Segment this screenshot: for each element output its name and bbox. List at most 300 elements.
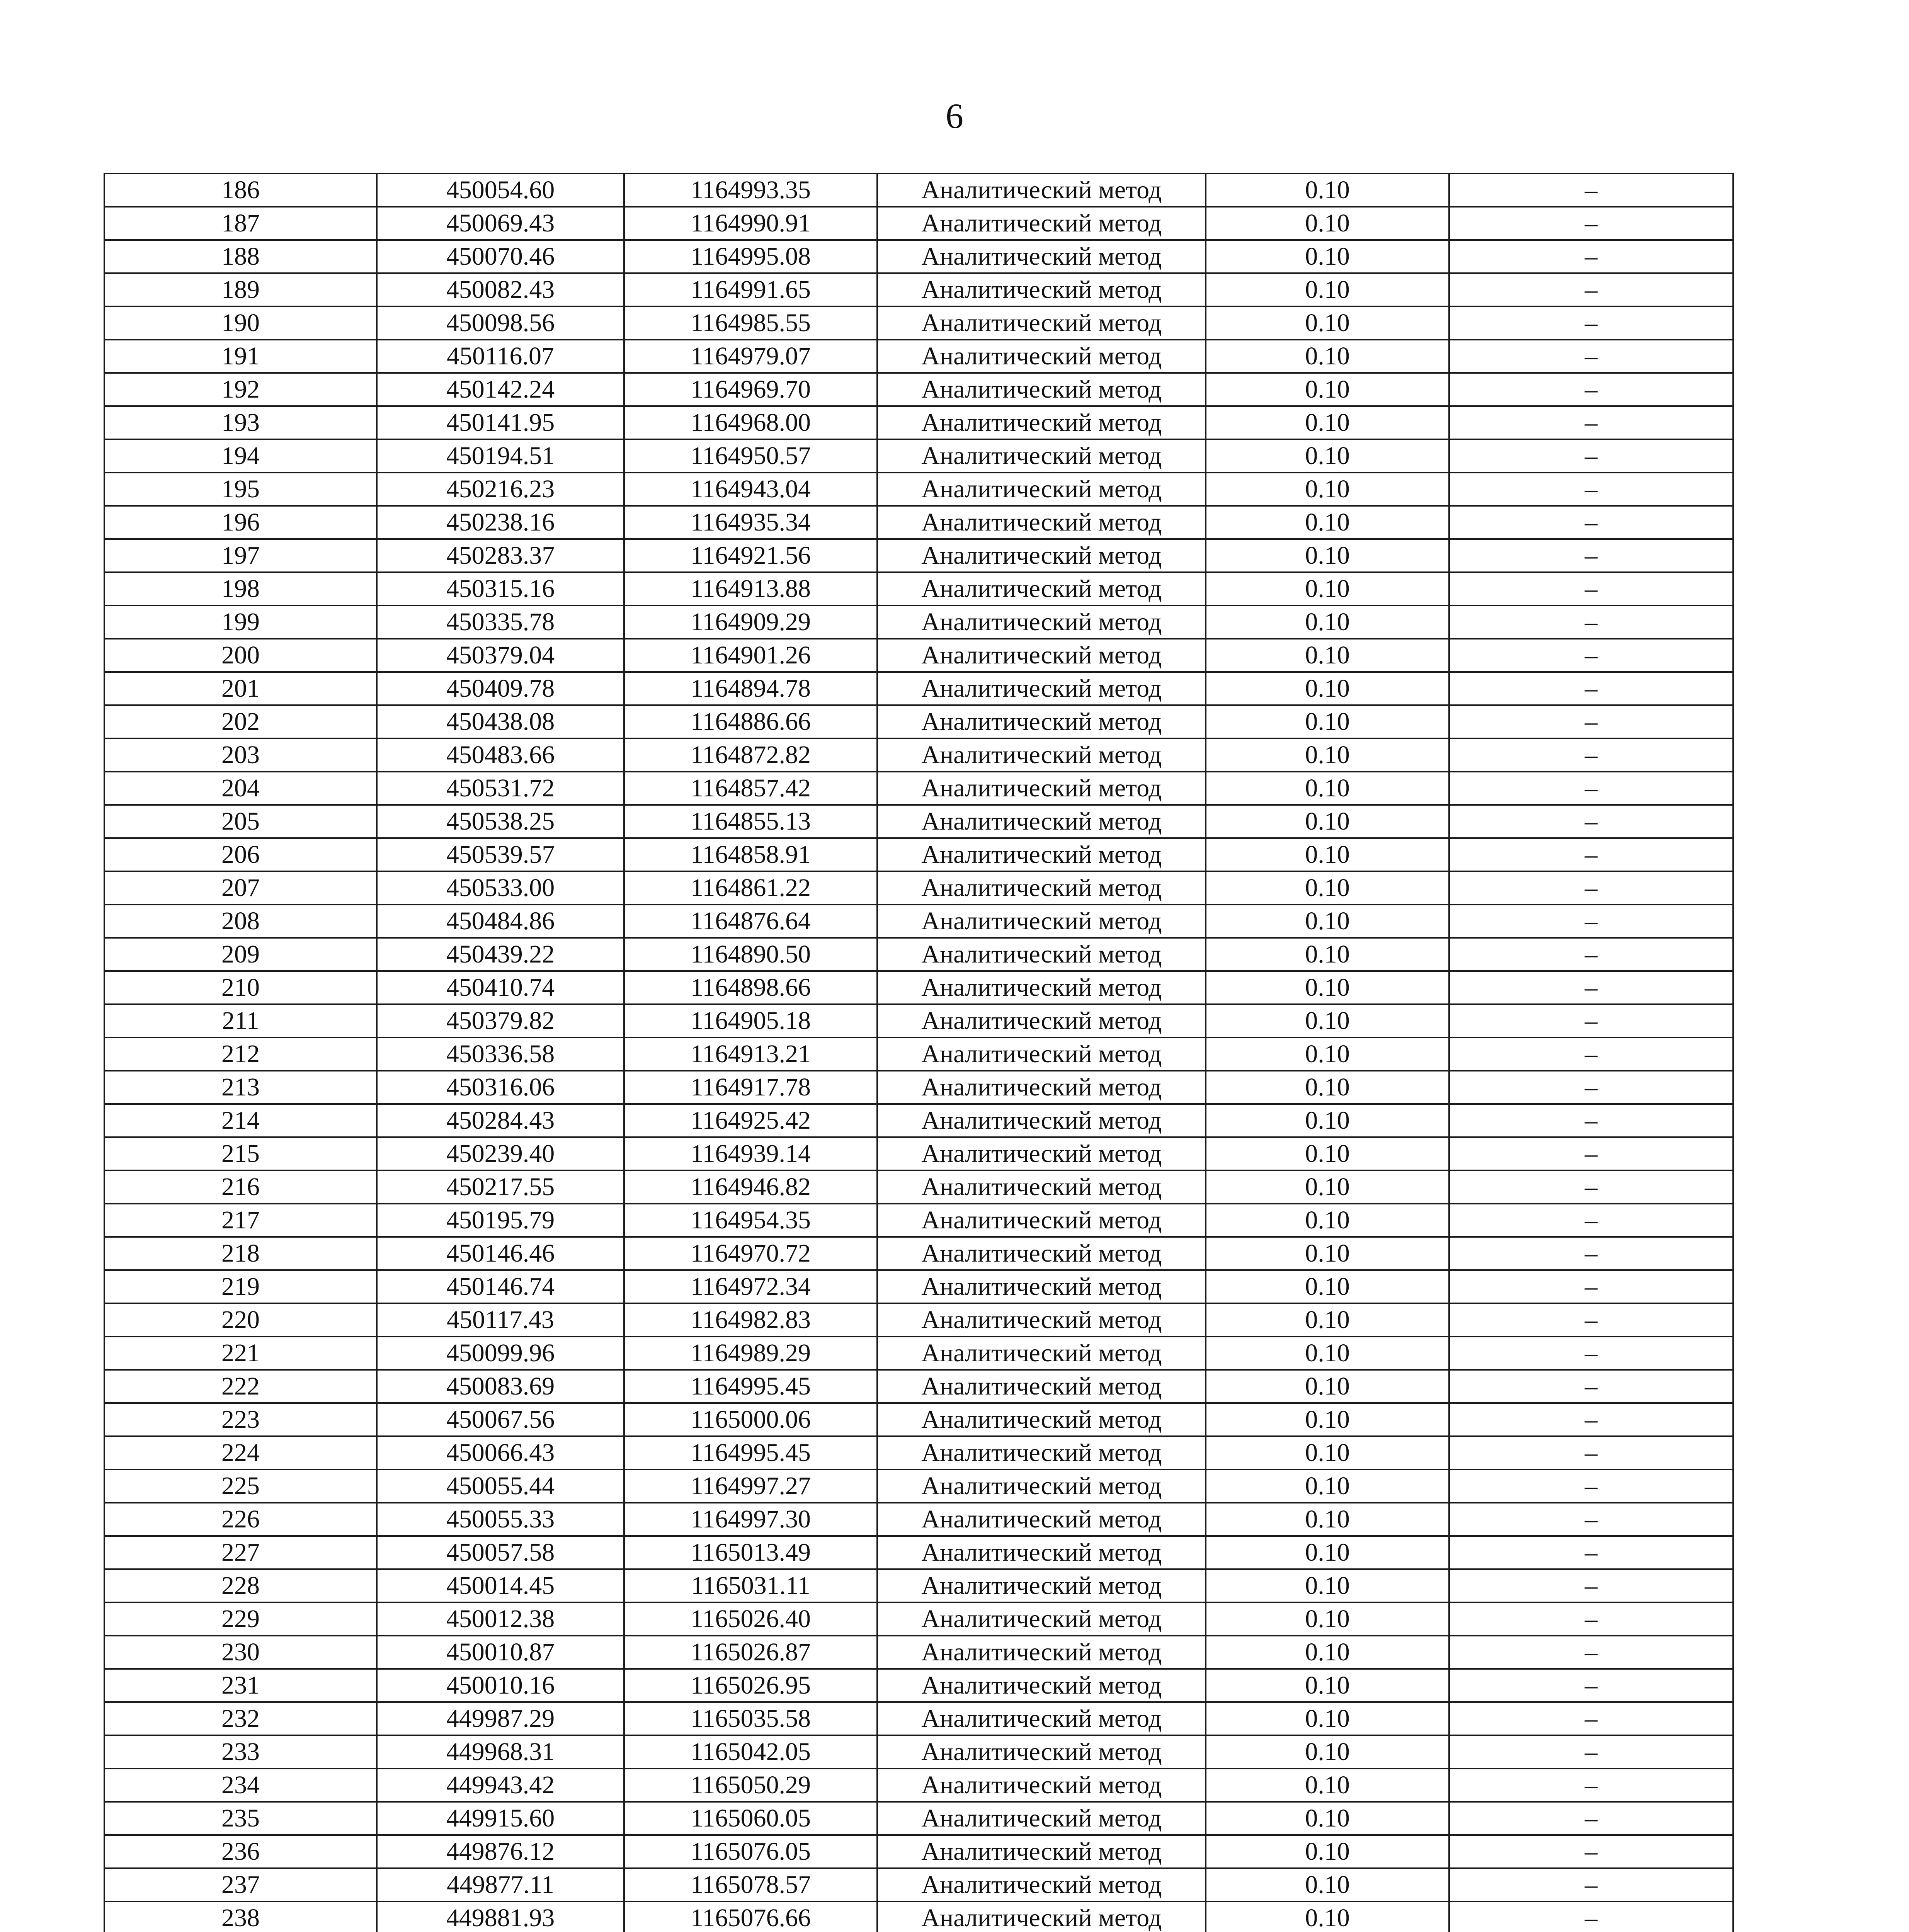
method-cell: Аналитический метод <box>877 1270 1206 1303</box>
method-cell: Аналитический метод <box>877 207 1206 240</box>
point-number-cell: 215 <box>104 1137 377 1170</box>
x-coordinate-cell: 450538.25 <box>377 805 624 838</box>
method-cell: Аналитический метод <box>877 1702 1206 1735</box>
y-coordinate-cell: 1164921.56 <box>624 539 877 572</box>
table-row <box>104 639 1733 672</box>
table-row <box>104 705 1733 738</box>
accuracy-cell: 0.10 <box>1206 639 1449 672</box>
x-coordinate-cell: 450484.86 <box>377 905 624 938</box>
accuracy-cell: 0.10 <box>1206 373 1449 406</box>
note-cell: – <box>1449 905 1733 938</box>
table-row <box>104 1469 1733 1503</box>
point-number-cell: 227 <box>104 1536 377 1569</box>
method-cell: Аналитический метод <box>877 1469 1206 1503</box>
table-row <box>104 1104 1733 1137</box>
x-coordinate-cell: 450066.43 <box>377 1436 624 1469</box>
method-cell: Аналитический метод <box>877 1303 1206 1337</box>
method-cell: Аналитический метод <box>877 1569 1206 1602</box>
accuracy-cell: 0.10 <box>1206 1602 1449 1636</box>
table-row <box>104 838 1733 871</box>
method-cell: Аналитический метод <box>877 1536 1206 1569</box>
y-coordinate-cell: 1164905.18 <box>624 1004 877 1037</box>
point-number-cell: 196 <box>104 506 377 539</box>
accuracy-cell: 0.10 <box>1206 938 1449 971</box>
y-coordinate-cell: 1164917.78 <box>624 1071 877 1104</box>
table-row <box>104 1669 1733 1702</box>
point-number-cell: 204 <box>104 772 377 805</box>
table-row <box>104 1702 1733 1735</box>
point-number-cell: 194 <box>104 439 377 473</box>
method-cell: Аналитический метод <box>877 905 1206 938</box>
accuracy-cell: 0.10 <box>1206 240 1449 273</box>
x-coordinate-cell: 450335.78 <box>377 605 624 639</box>
y-coordinate-cell: 1164995.45 <box>624 1370 877 1403</box>
point-number-cell: 207 <box>104 871 377 905</box>
x-coordinate-cell: 450055.33 <box>377 1503 624 1536</box>
x-coordinate-cell: 450239.40 <box>377 1137 624 1170</box>
y-coordinate-cell: 1164991.65 <box>624 273 877 306</box>
method-cell: Аналитический метод <box>877 473 1206 506</box>
coordinates-table-body <box>104 173 1733 1932</box>
point-number-cell: 201 <box>104 672 377 705</box>
note-cell: – <box>1449 373 1733 406</box>
note-cell: – <box>1449 938 1733 971</box>
accuracy-cell: 0.10 <box>1206 273 1449 306</box>
point-number-cell: 226 <box>104 1503 377 1536</box>
x-coordinate-cell: 450117.43 <box>377 1303 624 1337</box>
x-coordinate-cell: 450284.43 <box>377 1104 624 1137</box>
accuracy-cell: 0.10 <box>1206 539 1449 572</box>
x-coordinate-cell: 450379.04 <box>377 639 624 672</box>
method-cell: Аналитический метод <box>877 805 1206 838</box>
x-coordinate-cell: 450533.00 <box>377 871 624 905</box>
y-coordinate-cell: 1165076.66 <box>624 1901 877 1932</box>
note-cell: – <box>1449 240 1733 273</box>
table-row <box>104 1037 1733 1071</box>
accuracy-cell: 0.10 <box>1206 1469 1449 1503</box>
method-cell: Аналитический метод <box>877 1503 1206 1536</box>
table-row <box>104 173 1733 207</box>
point-number-cell: 235 <box>104 1802 377 1835</box>
table-row <box>104 306 1733 340</box>
method-cell: Аналитический метод <box>877 871 1206 905</box>
table-row <box>104 971 1733 1004</box>
x-coordinate-cell: 450010.16 <box>377 1669 624 1702</box>
y-coordinate-cell: 1164995.45 <box>624 1436 877 1469</box>
note-cell: – <box>1449 473 1733 506</box>
table-row <box>104 273 1733 306</box>
note-cell: – <box>1449 1769 1733 1802</box>
point-number-cell: 192 <box>104 373 377 406</box>
accuracy-cell: 0.10 <box>1206 772 1449 805</box>
point-number-cell: 229 <box>104 1602 377 1636</box>
note-cell: – <box>1449 705 1733 738</box>
table-row <box>104 473 1733 506</box>
method-cell: Аналитический метод <box>877 971 1206 1004</box>
point-number-cell: 206 <box>104 838 377 871</box>
method-cell: Аналитический метод <box>877 705 1206 738</box>
point-number-cell: 221 <box>104 1337 377 1370</box>
point-number-cell: 186 <box>104 173 377 207</box>
y-coordinate-cell: 1164872.82 <box>624 738 877 772</box>
table-row <box>104 1237 1733 1270</box>
method-cell: Аналитический метод <box>877 1802 1206 1835</box>
note-cell: – <box>1449 207 1733 240</box>
x-coordinate-cell: 450315.16 <box>377 572 624 605</box>
point-number-cell: 220 <box>104 1303 377 1337</box>
table-row <box>104 1503 1733 1536</box>
method-cell: Аналитический метод <box>877 1204 1206 1237</box>
accuracy-cell: 0.10 <box>1206 406 1449 439</box>
page-number: 6 <box>946 96 963 136</box>
accuracy-cell: 0.10 <box>1206 1835 1449 1868</box>
note-cell: – <box>1449 738 1733 772</box>
accuracy-cell: 0.10 <box>1206 1370 1449 1403</box>
point-number-cell: 213 <box>104 1071 377 1104</box>
method-cell: Аналитический метод <box>877 173 1206 207</box>
accuracy-cell: 0.10 <box>1206 1868 1449 1901</box>
method-cell: Аналитический метод <box>877 1037 1206 1071</box>
table-row <box>104 1868 1733 1901</box>
point-number-cell: 210 <box>104 971 377 1004</box>
table-row <box>104 805 1733 838</box>
accuracy-cell: 0.10 <box>1206 1802 1449 1835</box>
x-coordinate-cell: 450098.56 <box>377 306 624 340</box>
method-cell: Аналитический метод <box>877 240 1206 273</box>
note-cell: – <box>1449 173 1733 207</box>
method-cell: Аналитический метод <box>877 1835 1206 1868</box>
point-number-cell: 233 <box>104 1735 377 1769</box>
y-coordinate-cell: 1164997.27 <box>624 1469 877 1503</box>
note-cell: – <box>1449 1636 1733 1669</box>
y-coordinate-cell: 1165050.29 <box>624 1769 877 1802</box>
point-number-cell: 209 <box>104 938 377 971</box>
y-coordinate-cell: 1164858.91 <box>624 838 877 871</box>
accuracy-cell: 0.10 <box>1206 1436 1449 1469</box>
y-coordinate-cell: 1164935.34 <box>624 506 877 539</box>
table-row <box>104 1170 1733 1204</box>
point-number-cell: 234 <box>104 1769 377 1802</box>
y-coordinate-cell: 1164970.72 <box>624 1237 877 1270</box>
method-cell: Аналитический метод <box>877 273 1206 306</box>
accuracy-cell: 0.10 <box>1206 1104 1449 1137</box>
x-coordinate-cell: 450379.82 <box>377 1004 624 1037</box>
note-cell: – <box>1449 605 1733 639</box>
table-row <box>104 1802 1733 1835</box>
method-cell: Аналитический метод <box>877 1104 1206 1137</box>
note-cell: – <box>1449 639 1733 672</box>
x-coordinate-cell: 450069.43 <box>377 207 624 240</box>
note-cell: – <box>1449 1735 1733 1769</box>
x-coordinate-cell: 450217.55 <box>377 1170 624 1204</box>
x-coordinate-cell: 450146.74 <box>377 1270 624 1303</box>
method-cell: Аналитический метод <box>877 1602 1206 1636</box>
table-row <box>104 672 1733 705</box>
table-row <box>104 1303 1733 1337</box>
accuracy-cell: 0.10 <box>1206 738 1449 772</box>
y-coordinate-cell: 1164901.26 <box>624 639 877 672</box>
table-row <box>104 207 1733 240</box>
y-coordinate-cell: 1165078.57 <box>624 1868 877 1901</box>
y-coordinate-cell: 1164982.83 <box>624 1303 877 1337</box>
note-cell: – <box>1449 1170 1733 1204</box>
table-row <box>104 439 1733 473</box>
accuracy-cell: 0.10 <box>1206 1071 1449 1104</box>
y-coordinate-cell: 1164968.00 <box>624 406 877 439</box>
table-row <box>104 572 1733 605</box>
method-cell: Аналитический метод <box>877 1237 1206 1270</box>
point-number-cell: 198 <box>104 572 377 605</box>
y-coordinate-cell: 1165000.06 <box>624 1403 877 1436</box>
x-coordinate-cell: 450012.38 <box>377 1602 624 1636</box>
method-cell: Аналитический метод <box>877 306 1206 340</box>
accuracy-cell: 0.10 <box>1206 605 1449 639</box>
point-number-cell: 203 <box>104 738 377 772</box>
accuracy-cell: 0.10 <box>1206 1735 1449 1769</box>
accuracy-cell: 0.10 <box>1206 439 1449 473</box>
x-coordinate-cell: 450146.46 <box>377 1237 624 1270</box>
point-number-cell: 199 <box>104 605 377 639</box>
x-coordinate-cell: 449987.29 <box>377 1702 624 1735</box>
note-cell: – <box>1449 1270 1733 1303</box>
note-cell: – <box>1449 506 1733 539</box>
x-coordinate-cell: 450057.58 <box>377 1536 624 1569</box>
y-coordinate-cell: 1164950.57 <box>624 439 877 473</box>
accuracy-cell: 0.10 <box>1206 1901 1449 1932</box>
point-number-cell: 211 <box>104 1004 377 1037</box>
note-cell: – <box>1449 1602 1733 1636</box>
accuracy-cell: 0.10 <box>1206 1536 1449 1569</box>
y-coordinate-cell: 1164972.34 <box>624 1270 877 1303</box>
method-cell: Аналитический метод <box>877 1669 1206 1702</box>
note-cell: – <box>1449 340 1733 373</box>
method-cell: Аналитический метод <box>877 506 1206 539</box>
point-number-cell: 230 <box>104 1636 377 1669</box>
method-cell: Аналитический метод <box>877 605 1206 639</box>
method-cell: Аналитический метод <box>877 1901 1206 1932</box>
note-cell: – <box>1449 838 1733 871</box>
x-coordinate-cell: 450409.78 <box>377 672 624 705</box>
note-cell: – <box>1449 1037 1733 1071</box>
accuracy-cell: 0.10 <box>1206 672 1449 705</box>
y-coordinate-cell: 1164943.04 <box>624 473 877 506</box>
method-cell: Аналитический метод <box>877 1735 1206 1769</box>
accuracy-cell: 0.10 <box>1206 306 1449 340</box>
x-coordinate-cell: 450014.45 <box>377 1569 624 1602</box>
table-row <box>104 240 1733 273</box>
y-coordinate-cell: 1164969.70 <box>624 373 877 406</box>
note-cell: – <box>1449 1868 1733 1901</box>
y-coordinate-cell: 1164939.14 <box>624 1137 877 1170</box>
table-row <box>104 1602 1733 1636</box>
x-coordinate-cell: 450195.79 <box>377 1204 624 1237</box>
note-cell: – <box>1449 572 1733 605</box>
point-number-cell: 191 <box>104 340 377 373</box>
note-cell: – <box>1449 1303 1733 1337</box>
table-row <box>104 871 1733 905</box>
x-coordinate-cell: 450531.72 <box>377 772 624 805</box>
note-cell: – <box>1449 971 1733 1004</box>
note-cell: – <box>1449 871 1733 905</box>
y-coordinate-cell: 1164946.82 <box>624 1170 877 1204</box>
point-number-cell: 205 <box>104 805 377 838</box>
x-coordinate-cell: 450439.22 <box>377 938 624 971</box>
method-cell: Аналитический метод <box>877 1337 1206 1370</box>
y-coordinate-cell: 1164993.35 <box>624 173 877 207</box>
note-cell: – <box>1449 1702 1733 1735</box>
note-cell: – <box>1449 805 1733 838</box>
point-number-cell: 214 <box>104 1104 377 1137</box>
point-number-cell: 189 <box>104 273 377 306</box>
table-row <box>104 1071 1733 1104</box>
y-coordinate-cell: 1164979.07 <box>624 340 877 373</box>
table-row <box>104 1004 1733 1037</box>
method-cell: Аналитический метод <box>877 1868 1206 1901</box>
point-number-cell: 216 <box>104 1170 377 1204</box>
y-coordinate-cell: 1164857.42 <box>624 772 877 805</box>
point-number-cell: 217 <box>104 1204 377 1237</box>
accuracy-cell: 0.10 <box>1206 705 1449 738</box>
y-coordinate-cell: 1165060.05 <box>624 1802 877 1835</box>
accuracy-cell: 0.10 <box>1206 1303 1449 1337</box>
table-row <box>104 905 1733 938</box>
table-row <box>104 938 1733 971</box>
y-coordinate-cell: 1164909.29 <box>624 605 877 639</box>
y-coordinate-cell: 1165031.11 <box>624 1569 877 1602</box>
x-coordinate-cell: 450194.51 <box>377 439 624 473</box>
note-cell: – <box>1449 1137 1733 1170</box>
note-cell: – <box>1449 1669 1733 1702</box>
y-coordinate-cell: 1164886.66 <box>624 705 877 738</box>
y-coordinate-cell: 1165076.05 <box>624 1835 877 1868</box>
x-coordinate-cell: 450438.08 <box>377 705 624 738</box>
method-cell: Аналитический метод <box>877 406 1206 439</box>
table-row <box>104 1636 1733 1669</box>
accuracy-cell: 0.10 <box>1206 506 1449 539</box>
note-cell: – <box>1449 1436 1733 1469</box>
table-row <box>104 406 1733 439</box>
method-cell: Аналитический метод <box>877 1769 1206 1802</box>
accuracy-cell: 0.10 <box>1206 340 1449 373</box>
x-coordinate-cell: 450483.66 <box>377 738 624 772</box>
table-row <box>104 1270 1733 1303</box>
point-number-cell: 238 <box>104 1901 377 1932</box>
accuracy-cell: 0.10 <box>1206 1137 1449 1170</box>
x-coordinate-cell: 449968.31 <box>377 1735 624 1769</box>
x-coordinate-cell: 449876.12 <box>377 1835 624 1868</box>
x-coordinate-cell: 450539.57 <box>377 838 624 871</box>
note-cell: – <box>1449 772 1733 805</box>
accuracy-cell: 0.10 <box>1206 905 1449 938</box>
x-coordinate-cell: 450141.95 <box>377 406 624 439</box>
x-coordinate-cell: 450083.69 <box>377 1370 624 1403</box>
accuracy-cell: 0.10 <box>1206 1569 1449 1602</box>
note-cell: – <box>1449 1835 1733 1868</box>
accuracy-cell: 0.10 <box>1206 173 1449 207</box>
accuracy-cell: 0.10 <box>1206 838 1449 871</box>
note-cell: – <box>1449 406 1733 439</box>
method-cell: Аналитический метод <box>877 1170 1206 1204</box>
y-coordinate-cell: 1165013.49 <box>624 1536 877 1569</box>
point-number-cell: 218 <box>104 1237 377 1270</box>
method-cell: Аналитический метод <box>877 539 1206 572</box>
table-row <box>104 1204 1733 1237</box>
y-coordinate-cell: 1165042.05 <box>624 1735 877 1769</box>
x-coordinate-cell: 449943.42 <box>377 1769 624 1802</box>
table-row <box>104 605 1733 639</box>
table-row <box>104 1569 1733 1602</box>
note-cell: – <box>1449 1569 1733 1602</box>
table-row <box>104 1835 1733 1868</box>
note-cell: – <box>1449 273 1733 306</box>
method-cell: Аналитический метод <box>877 1403 1206 1436</box>
method-cell: Аналитический метод <box>877 672 1206 705</box>
x-coordinate-cell: 450283.37 <box>377 539 624 572</box>
y-coordinate-cell: 1164855.13 <box>624 805 877 838</box>
y-coordinate-cell: 1164985.55 <box>624 306 877 340</box>
note-cell: – <box>1449 539 1733 572</box>
accuracy-cell: 0.10 <box>1206 1237 1449 1270</box>
method-cell: Аналитический метод <box>877 439 1206 473</box>
point-number-cell: 237 <box>104 1868 377 1901</box>
table-row <box>104 539 1733 572</box>
point-number-cell: 195 <box>104 473 377 506</box>
accuracy-cell: 0.10 <box>1206 1337 1449 1370</box>
y-coordinate-cell: 1164913.88 <box>624 572 877 605</box>
y-coordinate-cell: 1165026.87 <box>624 1636 877 1669</box>
y-coordinate-cell: 1164913.21 <box>624 1037 877 1071</box>
point-number-cell: 232 <box>104 1702 377 1735</box>
note-cell: – <box>1449 1802 1733 1835</box>
accuracy-cell: 0.10 <box>1206 1769 1449 1802</box>
point-number-cell: 188 <box>104 240 377 273</box>
accuracy-cell: 0.10 <box>1206 1503 1449 1536</box>
x-coordinate-cell: 450010.87 <box>377 1636 624 1669</box>
accuracy-cell: 0.10 <box>1206 971 1449 1004</box>
note-cell: – <box>1449 1237 1733 1270</box>
accuracy-cell: 0.10 <box>1206 1204 1449 1237</box>
point-number-cell: 222 <box>104 1370 377 1403</box>
method-cell: Аналитический метод <box>877 639 1206 672</box>
accuracy-cell: 0.10 <box>1206 1702 1449 1735</box>
table-row <box>104 1403 1733 1436</box>
x-coordinate-cell: 450055.44 <box>377 1469 624 1503</box>
method-cell: Аналитический метод <box>877 1436 1206 1469</box>
table-row <box>104 1337 1733 1370</box>
method-cell: Аналитический метод <box>877 1370 1206 1403</box>
point-number-cell: 231 <box>104 1669 377 1702</box>
x-coordinate-cell: 450082.43 <box>377 273 624 306</box>
table-row <box>104 1137 1733 1170</box>
method-cell: Аналитический метод <box>877 1137 1206 1170</box>
method-cell: Аналитический метод <box>877 738 1206 772</box>
table-row <box>104 1901 1733 1932</box>
note-cell: – <box>1449 1104 1733 1137</box>
table-row <box>104 1370 1733 1403</box>
point-number-cell: 228 <box>104 1569 377 1602</box>
table-row <box>104 1769 1733 1802</box>
note-cell: – <box>1449 1004 1733 1037</box>
method-cell: Аналитический метод <box>877 373 1206 406</box>
accuracy-cell: 0.10 <box>1206 1004 1449 1037</box>
y-coordinate-cell: 1164876.64 <box>624 905 877 938</box>
point-number-cell: 208 <box>104 905 377 938</box>
y-coordinate-cell: 1164898.66 <box>624 971 877 1004</box>
table-row <box>104 1536 1733 1569</box>
point-number-cell: 200 <box>104 639 377 672</box>
table-row <box>104 506 1733 539</box>
y-coordinate-cell: 1164890.50 <box>624 938 877 971</box>
